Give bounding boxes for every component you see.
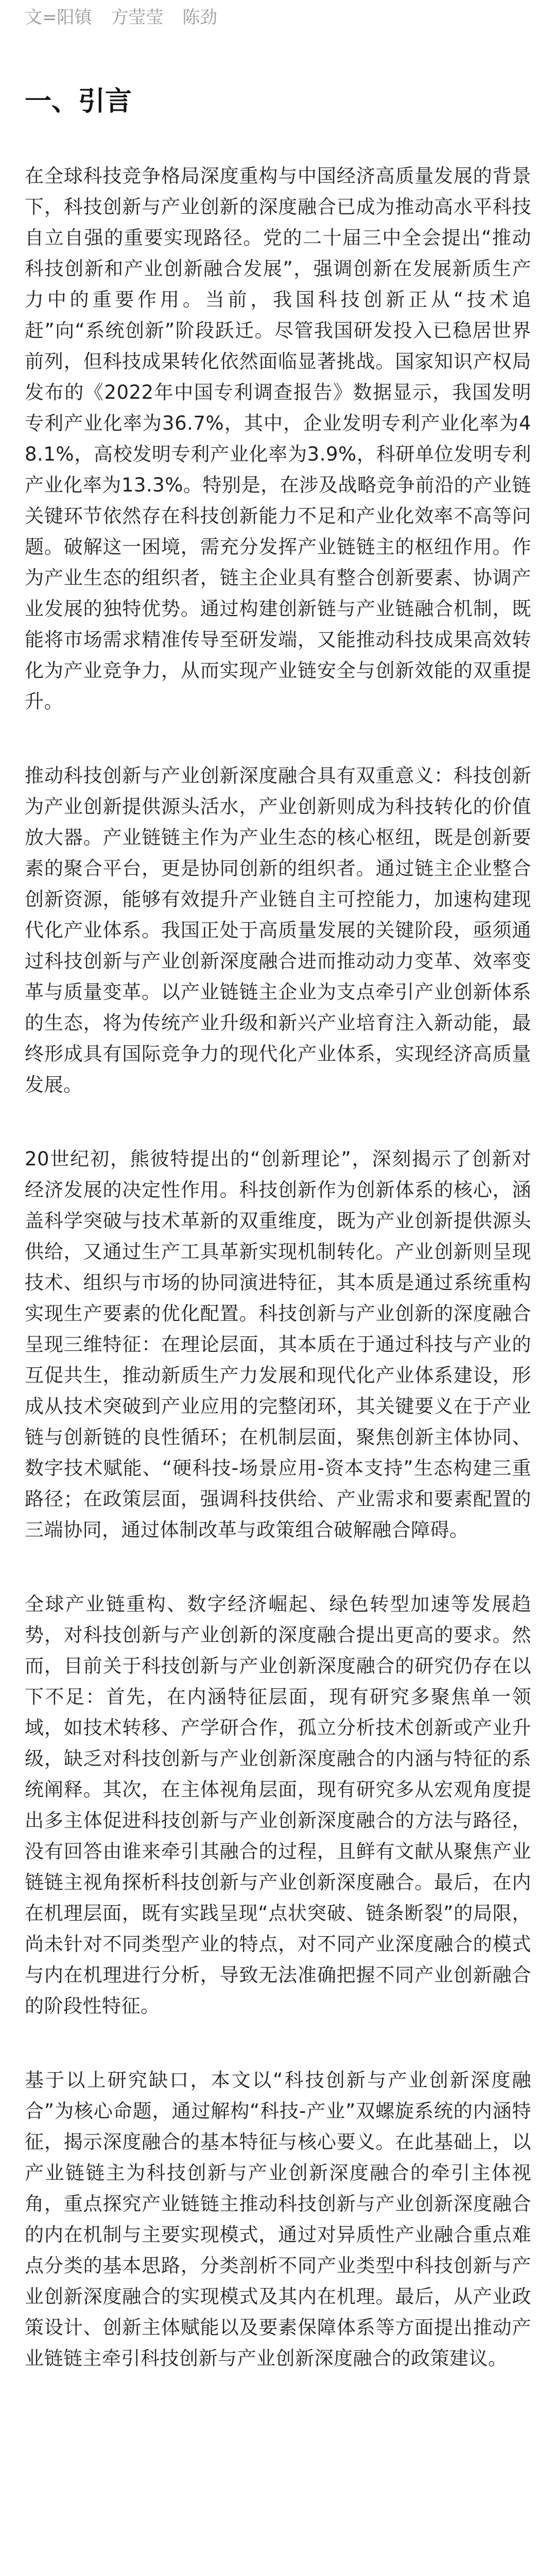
paragraph-theory-features: 20世纪初，熊彼特提出的“创新理论”，深刻揭示了创新对经济发展的决定性作用。科技创新作为创新体系的核心，涵盖科学突破与技术革新的双重维度，既为产业创新提供源头供给，又通过生产工具革新实现机制转化。产业创新则呈现技术、组织与市场的协同演进特征，其本质是通过系统重构实现生产要素的优化配置。科技创新与产业创新的深度融合呈现三维特征：在理论层面，其本质在于通过科技与产业的互促共生，推动新质生产力发展和现代化产业体系建设，形成从技术突破到产业应用的完整闭环，其关键要义在于产业链与创新链的良性循环；在机制层面，聚焦创新主体协同、数字技术赋能、“硬科技-场景应用-资本支持”生态构建三重路径；在政策层面，强调科技供给、产业需求和要素配置的三端协同，通过体制改革与政策组合破解融合障碍。	[25, 1148, 531, 1541]
byline-prefix: 文=	[25, 7, 57, 28]
byline-author: 阳镇	[57, 7, 92, 28]
paragraph-intro-context: 在全球科技竞争格局深度重构与中国经济高质量发展的背景下，科技创新与产业创新的深度融合已成为推动高水平科技自立自强的重要实现路径。党的二十届三中全会提出“推动科技创新和产业创新融合发展”，强调创新在发展新质生产力中的重要作用。当前，我国科技创新正从“技术追赶”向“系统创新”阶段跃迁。尽管我国研发投入已稳居世界前列，但科技成果转化依然面临显著挑战。国家知识产权局发布的《2022年中国专利调查报告》数据显示，我国发明专利产业化率为36.7%，其中，企业发明专利产业化率为48.1%，高校发明专利产业化率为3.9%，科研单位发明专利产业化率为13.3%。特别是，在涉及战略竞争前沿的产业链关键环节依然存在科技创新能力不足和产业化效率不高等问题。破解这一困境，需充分发挥产业链链主的枢纽作用。作为产业生态的组织者，链主企业具有整合创新要素、协调产业发展的独特优势。通过构建创新链与产业链融合机制，既能将市场需求精准传导至研发端，又能推动科技成果高效转化为产业竞争力，从而实现产业链安全与创新效能的双重提升。	[25, 165, 531, 713]
paragraph-research-design: 基于以上研究缺口，本文以“科技创新与产业创新深度融合”为核心命题，通过解构“科技-产业”双螺旋系统的内涵特征，揭示深度融合的基本特征与核心要义。在此基础上，以产业链链主为科技创新与产业创新深度融合的牵引主体视角，重点探究产业链链主推动科技创新与产业创新深度融合的内在机制与主要实现模式，通过对异质性产业融合重点难点分类的基本思路，分类剖析不同产业类型中科技创新与产业创新深度融合的实现模式及其内在机理。最后，从产业政策设计、创新主体赋能以及要素保障体系等方面提出推动产业链链主牵引科技创新与产业创新深度融合的政策建议。	[25, 2069, 531, 2369]
paragraph-dual-significance: 推动科技创新与产业创新深度融合具有双重意义：科技创新为产业创新提供源头活水，产业创新则成为科技转化的价值放大器。产业链链主作为产业生态的核心枢纽，既是创新要素的聚合平台，更是协同创新的组织者。通过链主企业整合创新资源，能够有效提升产业链自主可控能力，加速构建现代化产业体系。我国正处于高质量发展的关键阶段，亟须通过科技创新与产业创新深度融合进而推动动力变革、效率变革与质量变革。以产业链链主企业为支点牵引产业创新体系的生态，将为传统产业升级和新兴产业培育注入新动能，最终形成具有国际竞争力的现代化产业体系，实现经济高质量发展。	[25, 765, 531, 1096]
byline	[25, 0, 531, 36]
byline-author: 陈劲	[182, 7, 218, 28]
byline-author: 方莹莹	[111, 7, 164, 28]
section-title: 一、引言	[25, 86, 132, 117]
paragraph-research-gaps: 全球产业链重构、数字经济崛起、绿色转型加速等发展趋势，对科技创新与产业创新的深度融合提出更高的要求。然而，目前关于科技创新与产业创新深度融合的研究仍存在以下不足：首先，在内涵特征层面，现有研究多聚焦单一领域，如技术转移、产学研合作，孤立分析技术创新或产业升级，缺乏对科技创新与产业创新深度融合的内涵与特征的系统阐释。其次，在主体视角层面，现有研究多从宏观角度提出多主体促进科技创新与产业创新深度融合的方法与路径，没有回答由谁来牵引其融合的过程，且鲜有文献从聚焦产业链链主视角探析科技创新与产业创新深度融合。最后，在内在机理层面，既有实践呈现“点状突破、链条断裂”的局限，尚未针对不同类型产业的特点，对不同产业深度融合的模式与内在机理进行分析，导致无法准确把握不同产业创新融合的阶段性特征。	[25, 1593, 531, 2017]
